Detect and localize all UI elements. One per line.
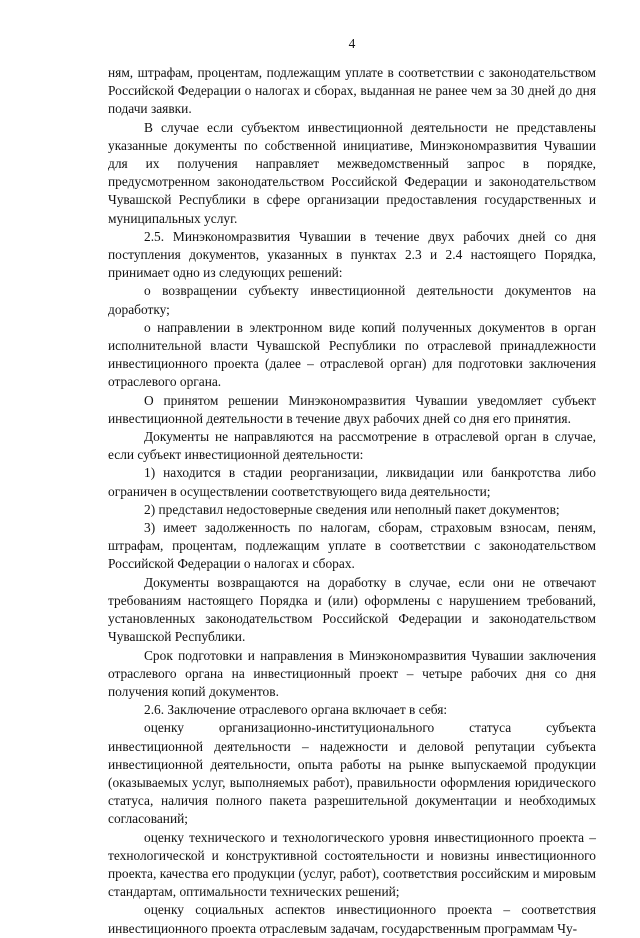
paragraph-organizational-assessment: оценку организационно-институционального статуса субъекта инвестиционной деятельности – надежности и деловой репутации субъекта инвестиционной деятельности, опыта работы на рынке выпускаемой продукции (оказываемых услуг, выполняемых работ), правильности оформления юридического статуса, наличия полного пакета разрешительной документации и необходимых согласований; xyxy=(108,720,596,827)
paragraph-returned-for-revision: Документы возвращаются на доработку в случае, если они не отвечают требованиям настоящего Порядка и (или) оформлены с нарушением требований, установленных законодательством Российской Федерации и законодательством Чувашской Республики. xyxy=(108,574,596,645)
paragraph-return-for-revision: о возвращении субъекту инвестиционной деятельности документов на доработку; xyxy=(108,283,596,317)
page-number: 4 xyxy=(348,36,356,51)
paragraph-technical-assessment: оценку технического и технологического уровня инвестиционного проекта – технологической и конструктивной состоятельности и новизны инвестиционного проекта, качества его продукции (услуг, работ), соответствия российским и мировым стандартам, оптимальности технических решений; xyxy=(108,829,596,900)
list-item-1: 1) находится в стадии реорганизации, ликвидации или банкротства либо ограничен в осуществлении соответствующего вида деятельности; xyxy=(108,465,596,499)
paragraph-2-6: 2.6. Заключение отраслевого органа включает в себя: xyxy=(144,702,448,718)
paragraph-continuation: ням, штрафам, процентам, подлежащим уплате в соответствии с законодательством Российской Федерации о налогах и сборах, выданная не ранее чем за 30 дней до дня подачи заявки. xyxy=(108,65,596,117)
paragraph-interagency-request: В случае если субъектом инвестиционной деятельности не представлены указанные документы по собственной инициативе, Минэкономразвития Чувашии для их получения направляет межведомственный запрос в порядке, предусмотренном законодательством Российской Федерации и законодательством Чувашской Республики в сфере организации предоставления государственных и муниципальных услуг. xyxy=(108,119,596,226)
paragraph-deadline: Срок подготовки и направления в Минэкономразвития Чувашии заключения отраслевого органа на инвестиционный проект – четыре рабочих дня со дня получения копий документов. xyxy=(108,647,596,699)
paragraph-2-5: 2.5. Минэкономразвития Чувашии в течение двух рабочих дней со дня поступления документов, указанных в пунктах 2.3 и 2.4 настоящего Порядка, принимает одно из следующих решений: xyxy=(108,228,596,281)
list-item-3: 3) имеет задолженность по налогам, сборам, страховым взносам, пеням, штрафам, процентам, подлежащим уплате в соответствии с законодательством Российской Федерации о налогах и сборах. xyxy=(108,520,596,572)
paragraph-not-sent-conditions: Документы не направляются на рассмотрение в отраслевой орган в случае, если субъект инвестиционной деятельности: xyxy=(108,429,596,463)
paragraph-send-to-sector-body: о направлении в электронном виде копий полученных документов в орган исполнительной власти Чувашской Республики по отраслевой принадлежности инвестиционного проекта (далее – отраслевой орган) для подготовки заключения отраслевого органа. xyxy=(108,319,596,390)
paragraph-notification: О принятом решении Минэкономразвития Чувашии уведомляет субъект инвестиционной деятельности в течение двух рабочих дней со дня его принятия. xyxy=(108,392,596,426)
document-page xyxy=(108,36,596,938)
paragraph-social-assessment: оценку социальных аспектов инвестиционного проекта – соответствия инвестиционного проекта отраслевым задачам, государственным программам Чу- xyxy=(108,902,596,936)
list-item-2: 2) представил недостоверные сведения или неполный пакет документов; xyxy=(144,501,560,517)
